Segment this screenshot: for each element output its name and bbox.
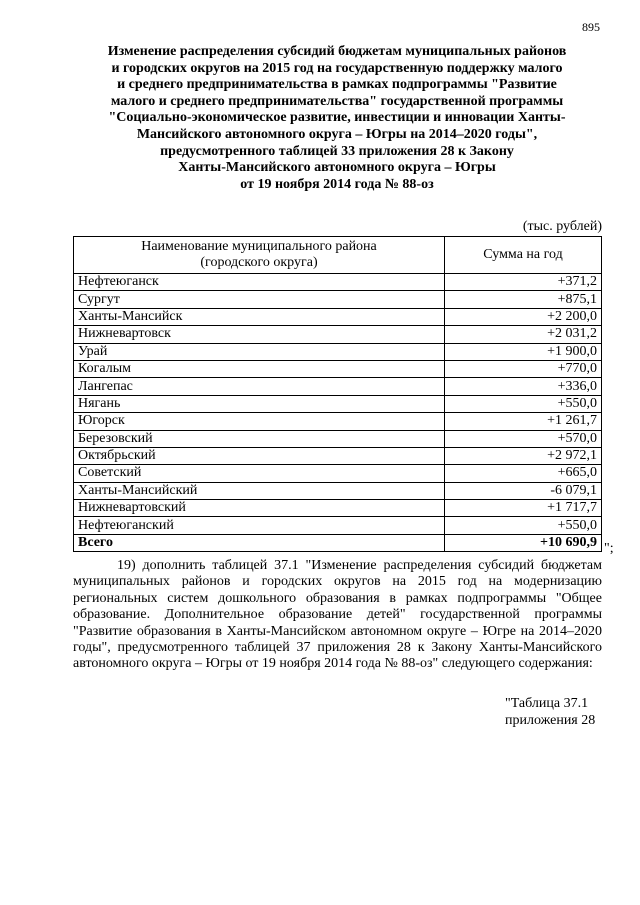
header-name-line1: Наименование муниципального района: [141, 239, 377, 254]
row-name: Лангепас: [74, 378, 445, 395]
table-ref-line1: "Таблица 37.1: [505, 696, 589, 711]
row-amount: +371,2: [445, 274, 602, 291]
row-amount: +2 972,1: [445, 447, 602, 464]
row-amount: +550,0: [445, 395, 602, 412]
row-amount: +570,0: [445, 430, 602, 447]
amendment-paragraph: [73, 558, 602, 673]
row-amount: +770,0: [445, 360, 602, 377]
row-amount: +1 900,0: [445, 343, 602, 360]
table-row: [74, 360, 602, 377]
row-amount: +336,0: [445, 378, 602, 395]
row-amount: +2 200,0: [445, 308, 602, 325]
title-line: предусмотренного таблицей 33 приложения 28 к Закону: [160, 143, 514, 159]
row-name: Урай: [74, 343, 445, 360]
header-name: [74, 237, 445, 274]
total-label: Всего: [74, 534, 445, 551]
table-row: [74, 447, 602, 464]
title-line: Изменение распределения субсидий бюджетам муниципальных районов: [107, 44, 567, 59]
paragraph-text: 19) дополнить таблицей 37.1 "Изменение распределения субсидий бюджетам муниципальных районов и городских округов на 2015 год на модернизацию региональных систем дошкольного образования в рамках подпрограммы "Общее образование. Дополнительное образование детей" государственной программы "Развитие образования в Ханты-Мансийском автономном округе – Югре на 2014–2020 годы", предусмотренного таблицей 37 приложения 28 к Закону Ханты-Мансийского автономного округа – Югры от 19 ноября 2014 года № 88-оз" следующего содержания:: [73, 558, 602, 672]
row-amount: +1 261,7: [445, 413, 602, 430]
row-name: Октябрьский: [74, 447, 445, 464]
table-row: [74, 326, 602, 343]
table-header-row: [74, 237, 602, 274]
table-row: [74, 274, 602, 291]
row-name: Югорск: [74, 413, 445, 430]
row-name: Нефтеюганск: [74, 274, 445, 291]
row-name: Ханты-Мансийск: [74, 308, 445, 325]
table-row: [74, 517, 602, 534]
table-row: [74, 413, 602, 430]
title-line: от 19 ноября 2014 года № 88-оз: [240, 176, 434, 192]
table-row: [74, 430, 602, 447]
title-line: малого и среднего предпринимательства" государственной программы: [110, 93, 564, 109]
table-row: [74, 395, 602, 412]
total-amount: +10 690,9: [445, 534, 602, 551]
table-row: [74, 482, 602, 499]
row-name: Ханты-Мансийский: [74, 482, 445, 499]
row-name: Нягань: [74, 395, 445, 412]
table-row: [74, 308, 602, 325]
row-name: Березовский: [74, 430, 445, 447]
title-line: и среднего предпринимательства в рамках подпрограммы "Развитие: [117, 77, 557, 93]
header-name-line2: (городского округа): [200, 255, 318, 270]
table-reference: [505, 695, 595, 729]
units-label: (тыс. рублей): [522, 219, 602, 234]
row-amount: +1 717,7: [445, 500, 602, 517]
header-amount: Сумма на год: [445, 237, 602, 274]
table-row: [74, 343, 602, 360]
table-row: [74, 465, 602, 482]
row-amount: +665,0: [445, 465, 602, 482]
table-ref-line2: приложения 28: [505, 713, 596, 728]
row-name: Когалым: [74, 360, 445, 377]
title-line: Мансийского автономного округа – Югры на 2014–2020 годы",: [136, 126, 538, 142]
page-number: 895: [582, 20, 600, 34]
row-name: Нефтеюганский: [74, 517, 445, 534]
row-name: Нижневартовск: [74, 326, 445, 343]
title-line: Ханты-Мансийского автономного округа – Югры: [178, 160, 496, 176]
row-name: Советский: [74, 465, 445, 482]
row-amount: +2 031,2: [445, 326, 602, 343]
table-row: [74, 291, 602, 308]
row-amount: +875,1: [445, 291, 602, 308]
row-amount: -6 079,1: [445, 482, 602, 499]
closing-mark: ";: [604, 541, 614, 556]
row-name: Сургут: [74, 291, 445, 308]
title-line: и городских округов на 2015 год на государственную поддержку малого: [111, 60, 563, 76]
table-row: [74, 378, 602, 395]
row-name: Нижневартовский: [74, 500, 445, 517]
total-row: [74, 534, 602, 551]
table-row: [74, 500, 602, 517]
document-title: [72, 44, 602, 193]
subsidies-table: [73, 236, 602, 552]
row-amount: +550,0: [445, 517, 602, 534]
title-line: "Социально-экономическое развитие, инвестиции и инновации Ханты-: [108, 110, 566, 126]
